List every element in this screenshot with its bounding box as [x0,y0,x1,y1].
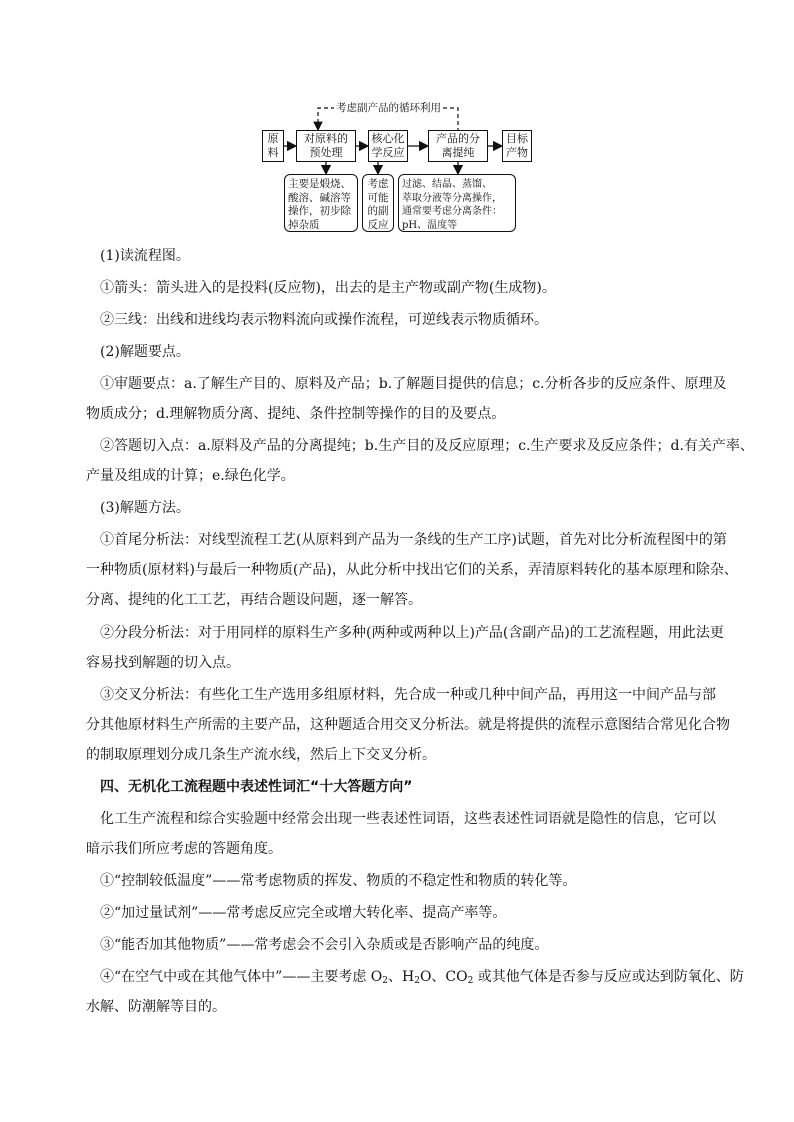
process-flow-diagram [250,96,550,236]
note-core-reaction [362,174,394,232]
note-core-line1: 考虑 [367,178,389,190]
paragraph-head-tail: ①首尾分析法：对线型流程工艺(从原料到产品为一条线的生产工序)试题，首先对比分析流程图中的第 [100,532,727,548]
node-target-product [502,130,532,162]
node-core-reaction-line1: 核心化 [371,132,405,145]
paragraph-segment-cont: 容易找到解题的切入点。 [86,655,240,671]
node-pretreatment-line1: 对原料的 [304,132,348,145]
subscript-o2: 2 [382,976,388,986]
note-pretreatment [284,174,358,232]
note-sep-line3: 通常要考虑分离条件： [402,206,502,217]
note-pre-line1: 主要是煅烧、 [288,178,351,190]
air-gas-text-1: ④“在空气中或在其他气体中”——主要考虑 O [100,969,383,985]
paragraph-head-tail-cont1: 一种物质(原材料)与最后一种物质(产品)，从此分析中找出它们的关系，弄清原料转化的基本原理和除杂、 [86,562,738,578]
subscript-h2o: 2 [414,976,420,986]
paragraph-cross: ③交叉分析法：有些化工生产选用多组原材料，先合成一种或几种中间产品，再用这一中间产品与部 [100,687,716,703]
paragraph-intro: 化工生产流程和综合实验题中经常会出现一些表述性词语，这些表述性词语就是隐性的信息，它可以 [100,811,716,827]
note-core-line2: 可能 [367,191,389,204]
paragraph-arrow: ①箭头：箭头进入的是投料(反应物)，出去的是主产物或副产物(生成物)。 [100,280,556,296]
paragraph-three-lines: ②三线：出线和进线均表示物料流向或操作流程，可逆线表示物质循环。 [100,312,548,328]
paragraph-intro-cont: 暗示我们所应考虑的答题角度。 [86,841,282,857]
note-core-line3: 的副 [367,205,389,217]
note-sep-line2: 萃取分液等分离操作， [402,192,502,204]
paragraph-answer-entry-cont: 产量及组成的计算；e.绿色化学。 [86,468,295,484]
node-target-line1: 目标 [506,132,528,145]
node-pretreatment [296,130,356,162]
note-sep-line4: pH、温度等 [402,219,458,231]
note-core-line4: 反应 [367,218,389,231]
paragraph-read-flowchart: (1)读流程图。 [100,248,190,264]
paragraph-air-gas [100,966,744,992]
node-separation [428,130,488,162]
node-pretreatment-line2: 预处理 [309,146,343,159]
note-pre-line3: 操作，初步除 [288,205,351,217]
air-gas-text-3: O、CO [419,969,468,985]
paragraph-cross-cont2: 的制取原理划分成几条生产流水线，然后上下交叉分析。 [86,747,436,763]
node-separation-line1: 产品的分 [436,132,480,145]
note-separation [398,174,516,232]
node-raw-material-line1: 原 [267,132,279,145]
paragraph-other-substance: ③“能否加其他物质”——常考虑会不会引入杂质或是否影响产品的纯度。 [100,937,549,953]
node-core-reaction [368,130,408,162]
paragraph-answer-entry: ②答题切入点：a.原料及产品的分离提纯；b.生产目的及反应原理；c.生产要求及反应条件；d.有关产率、 [100,438,754,454]
air-gas-text-4: 或其他气体是否参与反应或达到防氧化、防 [473,969,744,985]
node-core-reaction-line2: 学反应 [371,146,405,159]
subscript-co2: 2 [467,976,474,986]
node-target-line2: 产物 [506,146,528,159]
node-raw-material [262,130,284,162]
paragraph-cross-cont1: 分其他原材料生产所需的主要产品，这种题适合用交叉分析法。就是将提供的流程示意图结合常见化合物 [86,717,730,733]
section-heading-four: 四、无机化工流程题中表述性词汇“十大答题方向” [100,779,413,795]
node-raw-material-line2: 料 [267,146,279,159]
paragraph-review-points: ①审题要点：a.了解生产目的、原料及产品；b.了解题目提供的信息；c.分析各步的反应条件、原理及 [100,376,727,392]
paragraph-segment: ②分段分析法：对于用同样的原料生产多种(两种或两种以上)产品(含副产品)的工艺流程题，用此法更 [100,625,724,641]
recycle-loop-label: 考虑副产品的循环利用 [336,102,441,114]
note-pre-line2: 酸溶、碱溶等 [288,191,351,204]
paragraph-review-points-cont: 物质成分；d.理解物质分离、提纯、条件控制等操作的目的及要点。 [86,406,506,422]
paragraph-excess-reagent: ②“加过量试剂”——常考虑反应完全或增大转化率、提高产率等。 [100,905,507,921]
paragraph-low-temp: ①“控制较低温度”——常考虑物质的挥发、物质的不稳定性和物质的转化等。 [100,873,577,889]
node-separation-line2: 离提纯 [441,146,475,159]
note-sep-line1: 过滤、结晶、蒸馏、 [402,179,492,190]
paragraph-air-gas-cont: 水解、防潮解等目的。 [86,999,226,1015]
paragraph-head-tail-cont2: 分离、提纯的化工工艺，再结合题设问题，逐一解答。 [86,592,422,608]
paragraph-key-points: (2)解题要点。 [100,344,190,360]
note-pre-line4: 掉杂质 [288,218,320,231]
air-gas-text-2: 、H [387,969,415,985]
paragraph-methods: (3)解题方法。 [100,500,190,516]
